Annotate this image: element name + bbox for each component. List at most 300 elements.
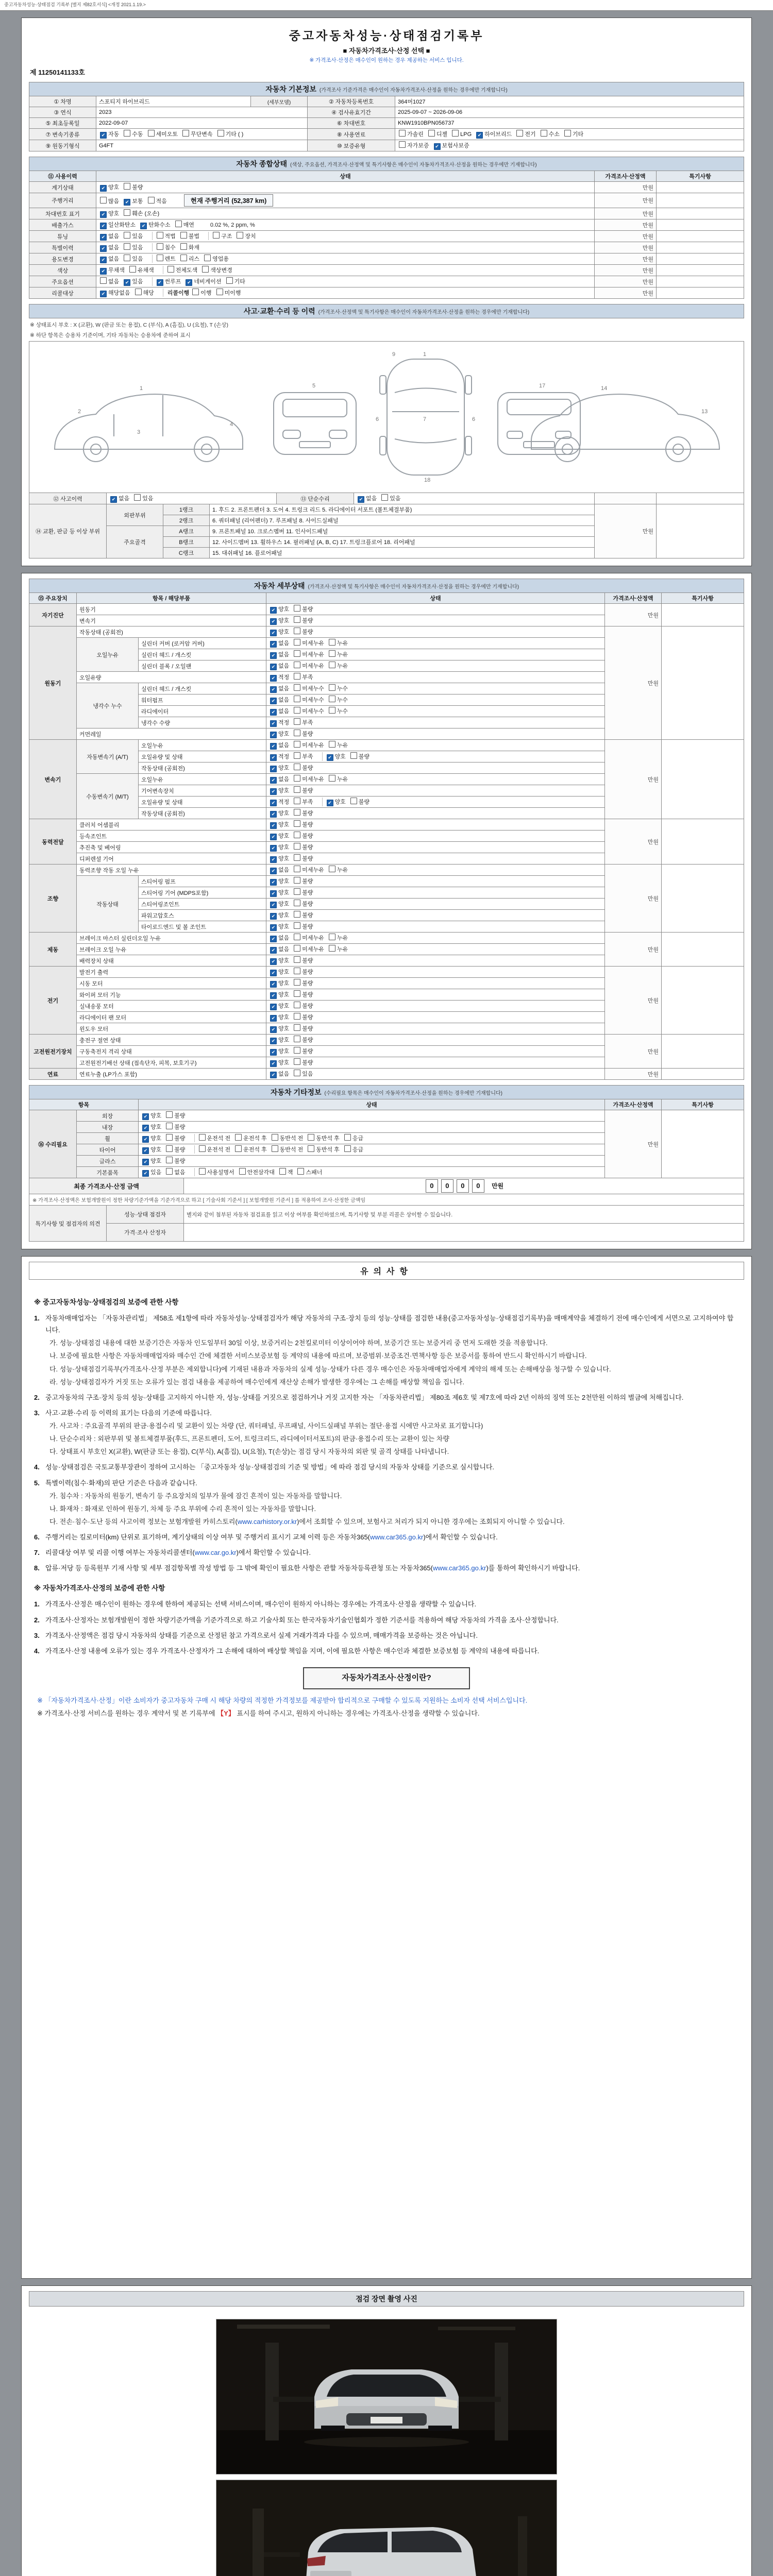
checkbox-동반석 전[interactable]: 동반석 전 <box>272 1145 304 1154</box>
checkbox-미세누유[interactable]: 미세누유 <box>294 866 324 874</box>
checkbox-box-icon <box>202 266 209 273</box>
checkbox-가솔린[interactable]: 가솔린 <box>399 130 424 138</box>
checkbox-box-icon <box>124 232 130 239</box>
checkbox-양호[interactable]: ✔ 양호 <box>270 888 289 897</box>
checkbox-불량[interactable]: 불량 <box>294 1058 313 1066</box>
checkbox-box-icon <box>100 197 107 204</box>
checkbox-부족[interactable]: 부족 <box>294 673 313 681</box>
checkbox-누유[interactable]: 누유 <box>329 934 348 942</box>
detail-row: 와이퍼 모터 기능 ✔ 양호 불량 <box>29 989 744 1001</box>
svg-text:17: 17 <box>539 383 546 389</box>
checkbox-양호[interactable]: ✔ 양호 <box>270 764 289 772</box>
checkbox-양호[interactable]: ✔ 양호 <box>142 1134 161 1143</box>
checkbox-수소[interactable]: 수소 <box>541 130 560 138</box>
checkbox-box-icon <box>167 266 174 273</box>
document-header <box>29 23 744 65</box>
checkbox-양호[interactable]: ✔ 양호 <box>142 1157 161 1165</box>
etc-info-table <box>29 1099 744 1178</box>
checkbox-box-icon <box>344 1145 351 1152</box>
checkbox-없음[interactable]: ✔ 없음 <box>100 232 119 241</box>
detail-row: 오일유량 및 상태 ✔ 적정 부족 ✔ 양호 불량 <box>29 796 744 808</box>
checkbox-불량[interactable]: 불량 <box>294 628 313 636</box>
checkbox-하이브리드[interactable]: ✔ 하이브리드 <box>476 130 512 139</box>
checkbox-부족[interactable]: 부족 <box>294 718 313 726</box>
checkbox-box-icon: ✔ <box>100 257 107 263</box>
checkbox-없음[interactable]: 없음 <box>166 1168 185 1176</box>
checkbox-없음[interactable]: ✔ 없음 <box>100 243 119 252</box>
checkbox-리스[interactable]: 리스 <box>180 255 199 263</box>
checkbox-양호[interactable]: ✔ 양호 <box>270 1002 289 1010</box>
rank-parts: 15. 대쉬패널 16. 플로어패널 <box>210 548 595 558</box>
checkbox-불량[interactable]: 불량 <box>350 752 369 760</box>
checkbox-불량[interactable]: 불량 <box>294 956 313 964</box>
checkbox-box-icon <box>148 130 155 137</box>
checkbox-box-icon <box>297 1168 304 1175</box>
checkbox-동반석 후[interactable]: 동반석 후 <box>308 1134 340 1142</box>
vehicle-diagram <box>29 341 744 493</box>
checkbox-양호[interactable]: ✔ 양호 <box>270 956 289 965</box>
checkbox-양호[interactable]: ✔ 양호 <box>327 752 346 761</box>
checkbox-양호[interactable]: ✔ 양호 <box>270 730 289 738</box>
checkbox-불량[interactable]: 불량 <box>294 922 313 930</box>
checkbox-세미오토[interactable]: 세미오토 <box>148 130 178 138</box>
checkbox-적정[interactable]: ✔ 적정 <box>270 673 289 682</box>
detail-row: 고전원전기배선 상태 (접속단자, 피복, 보호기구) ✔ 양호 불량 <box>29 1057 744 1069</box>
checkbox-LPG[interactable]: LPG <box>452 130 472 138</box>
checkbox-box-icon <box>294 911 300 918</box>
final-price-table <box>29 1178 744 1206</box>
checkbox-자동[interactable]: ✔ 자동 <box>100 130 119 139</box>
checkbox-사용설명서[interactable]: 사용설명서 <box>199 1168 234 1176</box>
checkbox-box-icon <box>294 1036 300 1042</box>
checkbox-장치[interactable]: 장치 <box>237 232 256 240</box>
checkbox-불량[interactable]: 불량 <box>166 1123 185 1131</box>
checkbox-양호[interactable]: ✔ 양호 <box>270 1047 289 1056</box>
checkbox-양호[interactable]: ✔ 양호 <box>270 1024 289 1033</box>
checkbox-기타[interactable]: 기타 <box>226 277 245 285</box>
checkbox-훼손 (오손)[interactable]: 훼손 (오손) <box>124 209 159 217</box>
checkbox-양호[interactable]: ✔ 양호 <box>142 1145 161 1154</box>
checkbox-미세누유[interactable]: 미세누유 <box>294 945 324 953</box>
checkbox-무단변속[interactable]: 무단변속 <box>182 130 213 138</box>
checkbox-box-icon: ✔ <box>142 1125 149 1131</box>
section-etc-title: 자동차 기타정보 (수리필요 항목은 매수인이 자동차가격조사·산정을 원하는 경우에만 기재합니다) <box>29 1085 744 1099</box>
detail-row: 배력장치 상태 ✔ 양호 불량 <box>29 955 744 967</box>
checkbox-없음[interactable]: ✔ 없음 <box>270 650 289 659</box>
checkbox-양호[interactable]: ✔ 양호 <box>270 628 289 636</box>
fuel-options <box>395 129 744 140</box>
checkbox-box-icon <box>235 1145 242 1152</box>
checkbox-불량[interactable]: 불량 <box>294 730 313 738</box>
detail-row: 고전원전기장치 충전구 절연 상태 ✔ 양호 불량 만원 <box>29 1035 744 1046</box>
checkbox-누수[interactable]: 누수 <box>329 696 348 704</box>
checkbox-양호[interactable]: ✔ 양호 <box>270 979 289 988</box>
notice-subitem: 나. 보증에 필요한 사항은 자동차매매업자와 매수인 간에 체결한 서비스보증보험 등 계약의 내용에 따르며, 보증범위·보증조건·면책사항 등은 보증서를 통하여 반드시 확인하시기 바랍니다. <box>49 1352 587 1360</box>
checkbox-있음[interactable]: ✔ 있음 <box>142 1168 161 1177</box>
checkbox-양호[interactable]: ✔ 양호 <box>270 820 289 829</box>
checkbox-수동[interactable]: 수동 <box>124 130 143 138</box>
checkbox-box-icon <box>516 130 523 137</box>
checkbox-box-icon <box>294 832 300 838</box>
checkbox-box-icon <box>216 289 223 295</box>
checkbox-양호[interactable]: ✔ 양호 <box>100 209 119 218</box>
checkbox-box-icon: ✔ <box>270 777 277 784</box>
panel-basic-info <box>21 18 752 566</box>
detail-row: 타이로드엔드 및 볼 조인트 ✔ 양호 불량 <box>29 921 744 933</box>
checkbox-양호[interactable]: ✔ 양호 <box>270 922 289 931</box>
notice-item: 4. 성능·상태점검은 국토교통부장관이 정하여 고시하는 「중고자동차 성능·상태점검의 기준 및 방법」에 따라 점검 당시의 자동차 상태를 기준으로 실시합니다. <box>34 1463 495 1471</box>
checkbox-없음[interactable]: ✔ 없음 <box>110 494 129 503</box>
checkbox-없음[interactable]: ✔ 없음 <box>270 741 289 750</box>
checkbox-불량[interactable]: 불량 <box>166 1157 185 1165</box>
checkbox-box-icon <box>294 673 300 680</box>
checkbox-불량[interactable]: 불량 <box>294 809 313 817</box>
checkbox-불량[interactable]: 불량 <box>294 832 313 840</box>
checkbox-누유[interactable]: 누유 <box>329 650 348 658</box>
checkbox-누수[interactable]: 누수 <box>329 684 348 692</box>
checkbox-불량[interactable]: 불량 <box>166 1134 185 1142</box>
checkbox-불량[interactable]: 불량 <box>294 877 313 885</box>
checkbox-양호[interactable]: ✔ 양호 <box>270 900 289 908</box>
checkbox-누유[interactable]: 누유 <box>329 662 348 670</box>
detail-row: 연료 연료누출 (LP가스 포함) ✔ 없음 있음 만원 <box>29 1069 744 1080</box>
overall-row: 배출가스 ✔ 일산화탄소 ✔ 탄화수소 매연 0.02 %, 2 ppm, % 만원 <box>29 219 744 231</box>
table-row: 특기사항 및 점검자의 의견 성능·상태 점검자 별지와 같이 첨부된 자동차 점검표를 읽고 이상 여부를 확인하였으며, 특기사항 및 부분 리콜은 상이할 수 있습니다. <box>29 1206 744 1224</box>
checkbox-응급[interactable]: 응급 <box>344 1134 363 1142</box>
checkbox-양호[interactable]: ✔ 양호 <box>142 1123 161 1131</box>
checkbox-있음[interactable]: 있음 <box>124 255 143 263</box>
checkbox-부족[interactable]: 부족 <box>294 752 313 760</box>
checkbox-box-icon <box>329 696 335 702</box>
checkbox-box-icon: ✔ <box>270 607 277 614</box>
checkbox-없음[interactable]: ✔ 없음 <box>270 696 289 704</box>
checkbox-누수[interactable]: 누수 <box>329 707 348 715</box>
checkbox-box-icon: ✔ <box>270 630 277 636</box>
document-number: 제 11250141133호 <box>30 69 85 76</box>
checkbox-box-icon: ✔ <box>270 879 277 886</box>
checkbox-불량[interactable]: 불량 <box>294 786 313 794</box>
checkbox-일산화탄소[interactable]: ✔ 일산화탄소 <box>100 221 136 229</box>
checkbox-잭[interactable]: 잭 <box>279 1168 293 1176</box>
checkbox-없음[interactable]: ✔ 없음 <box>270 775 289 784</box>
checkbox-box-icon <box>166 1111 173 1118</box>
checkbox-불량[interactable]: 불량 <box>294 1024 313 1032</box>
table-row: 가격·조사 산정자 <box>29 1224 744 1242</box>
checkbox-box-icon <box>294 775 300 782</box>
checkbox-없음[interactable]: ✔ 없음 <box>100 255 119 263</box>
checkbox-box-icon <box>294 662 300 668</box>
device-group-label: 동력전달 <box>29 819 77 865</box>
checkbox-양호[interactable]: ✔ 양호 <box>270 1058 289 1067</box>
svg-text:13: 13 <box>701 409 708 415</box>
checkbox-전체도색[interactable]: 전체도색 <box>167 266 198 274</box>
checkbox-미세누유[interactable]: 미세누유 <box>294 639 324 647</box>
checkbox-누유[interactable]: 누유 <box>329 866 348 874</box>
checkbox-있음[interactable]: 있음 <box>124 243 143 251</box>
checkbox-box-icon: ✔ <box>270 981 277 988</box>
checkbox-양호[interactable]: ✔ 양호 <box>327 798 346 806</box>
checkbox-box-icon <box>294 684 300 691</box>
checkbox-부족[interactable]: 부족 <box>294 798 313 806</box>
checkbox-box-icon <box>329 684 335 691</box>
checkbox-불량[interactable]: 불량 <box>294 1002 313 1010</box>
diagram-note: ※ 하단 항목은 승용차 기준이며, 기타 자동차는 승용차에 준하여 표시 <box>30 332 191 338</box>
checkbox-box-icon <box>237 232 243 239</box>
checkbox-불량[interactable]: 불량 <box>294 764 313 772</box>
checkbox-없음[interactable]: ✔ 없음 <box>270 639 289 648</box>
checkbox-적법[interactable]: 적법 <box>157 232 176 240</box>
checkbox-보통[interactable]: ✔ 보통 <box>124 197 143 206</box>
checkbox-box-icon: ✔ <box>142 1170 149 1177</box>
detail-row: 파워고압호스 ✔ 양호 불량 <box>29 910 744 921</box>
checkbox-양호[interactable]: ✔ 양호 <box>270 911 289 920</box>
checkbox-누유[interactable]: 누유 <box>329 639 348 647</box>
checkbox-운전석 후[interactable]: 운전석 후 <box>235 1145 267 1154</box>
checkbox-침수[interactable]: 침수 <box>157 243 176 251</box>
checkbox-불량[interactable]: 불량 <box>294 1036 313 1044</box>
checkbox-네비게이션[interactable]: ✔ 네비게이션 <box>186 277 221 286</box>
checkbox-불량[interactable]: 불량 <box>124 183 143 191</box>
overall-row: 주행거리 많음 ✔ 보통 적음 현재 주행거리 (52,387 km) 만원 <box>29 193 744 208</box>
checkbox-썬루프[interactable]: ✔ 썬루프 <box>157 277 181 286</box>
checkbox-box-icon <box>166 1157 173 1163</box>
checkbox-불량[interactable]: 불량 <box>294 990 313 998</box>
model-year: 2023 <box>96 107 308 118</box>
checkbox-양호[interactable]: ✔ 양호 <box>270 605 289 614</box>
notice-title: 유의사항 <box>29 1262 744 1280</box>
device-group-label: 자기진단 <box>29 604 77 626</box>
checkbox-box-icon <box>329 650 335 657</box>
svg-text:6: 6 <box>376 416 379 422</box>
checkbox-적정[interactable]: ✔ 적정 <box>270 752 289 761</box>
overall-row: 튜닝 ✔ 없음 있음 적법 불법 구조 장치 만원 <box>29 231 744 242</box>
checkbox-불량[interactable]: 불량 <box>294 1013 313 1021</box>
checkbox-구조[interactable]: 구조 <box>213 232 232 240</box>
checkbox-없음[interactable]: ✔ 없음 <box>270 684 289 693</box>
checkbox-운전석 전[interactable]: 운전석 전 <box>199 1134 231 1142</box>
checkbox-양호[interactable]: ✔ 양호 <box>270 877 289 886</box>
checkbox-디젤[interactable]: 디젤 <box>428 130 447 138</box>
checkbox-있음[interactable]: 있음 <box>124 232 143 240</box>
checkbox-양호[interactable]: ✔ 양호 <box>142 1111 161 1120</box>
checkbox-box-icon: ✔ <box>270 947 277 954</box>
checkbox-누유[interactable]: 누유 <box>329 741 348 749</box>
checkbox-누유[interactable]: 누유 <box>329 775 348 783</box>
checkbox-box-icon: ✔ <box>124 199 130 206</box>
overall-row: 차대번호 표기 ✔ 양호 훼손 (오손) 만원 <box>29 208 744 219</box>
checkbox-누유[interactable]: 누유 <box>329 945 348 953</box>
checkbox-없음[interactable]: ✔ 없음 <box>270 934 289 942</box>
checkbox-있음[interactable]: ✔ 있음 <box>124 277 143 286</box>
checkbox-렌트[interactable]: 렌트 <box>157 255 176 263</box>
checkbox-box-icon <box>134 494 141 501</box>
checkbox-기타 ( )[interactable]: 기타 ( ) <box>217 130 244 138</box>
checkbox-box-icon: ✔ <box>142 1159 149 1165</box>
checkbox-운전석 후[interactable]: 운전석 후 <box>235 1134 267 1142</box>
notice-item: 3. 사고·교환·수리 등 이력의 표기는 다음의 기준에 따릅니다. <box>34 1409 212 1417</box>
checkbox-없음[interactable]: ✔ 없음 <box>270 945 289 954</box>
checkbox-양호[interactable]: ✔ 양호 <box>270 854 289 863</box>
checkbox-양호[interactable]: ✔ 양호 <box>270 990 289 999</box>
checkbox-box-icon <box>213 232 220 239</box>
inspector-opinion-text: 별지와 같이 첨부된 자동차 점검표를 읽고 이상 여부를 확인하였으며, 특기사항 및 부분 리콜은 상이할 수 있습니다. <box>184 1206 744 1224</box>
checkbox-불량[interactable]: 불량 <box>294 820 313 828</box>
checkbox-기타[interactable]: 기타 <box>564 130 583 138</box>
checkbox-box-icon <box>294 956 300 963</box>
checkbox-box-icon <box>166 1168 173 1175</box>
price-appraisal-box-title: 자동차가격조사·산정이란? <box>303 1667 470 1689</box>
checkbox-box-icon <box>381 494 388 501</box>
checkbox-불량[interactable]: 불량 <box>294 843 313 851</box>
checkbox-box-icon: ✔ <box>270 1004 277 1010</box>
notice-item: 2. 가격조사·산정자는 보험개발원이 정한 차량기준가액을 기준가격으로 하고 기술사회 또는 한국자동차기술인협회가 정한 기준서를 적용하여 해당 자동차의 가격을 조사·산정합니다. <box>34 1616 559 1624</box>
checkbox-양호[interactable]: ✔ 양호 <box>270 809 289 818</box>
detail-row: 디퍼렌셜 기어 ✔ 양호 불량 <box>29 853 744 865</box>
checkbox-양호[interactable]: ✔ 양호 <box>270 616 289 625</box>
checkbox-불량[interactable]: 불량 <box>294 605 313 613</box>
checkbox-양호[interactable]: ✔ 양호 <box>270 786 289 795</box>
checkbox-box-icon <box>157 243 163 250</box>
checkbox-보험사보증[interactable]: ✔ 보험사보증 <box>434 141 469 150</box>
checkbox-box-icon <box>308 1134 314 1141</box>
checkbox-미세누수[interactable]: 미세누수 <box>294 696 324 704</box>
checkbox-매연[interactable]: 매연 <box>175 221 194 229</box>
notice-item: 5. 특별이력(침수·화재)의 판단 기준은 다음과 같습니다. <box>34 1479 197 1487</box>
checkbox-화재[interactable]: 화재 <box>180 243 199 251</box>
checkbox-box-icon <box>294 1024 300 1031</box>
engine-type: G4FT <box>96 140 308 151</box>
checkbox-box-icon <box>294 616 300 623</box>
checkbox-해당없음[interactable]: ✔ 해당없음 <box>100 289 130 297</box>
checkbox-미세누유[interactable]: 미세누유 <box>294 741 324 749</box>
checkbox-운전석 전[interactable]: 운전석 전 <box>199 1145 231 1154</box>
checkbox-자가보증[interactable]: 자가보증 <box>399 141 429 149</box>
checkbox-불량[interactable]: 불량 <box>166 1145 185 1154</box>
checkbox-없음[interactable]: ✔ 없음 <box>270 662 289 670</box>
checkbox-불량[interactable]: 불량 <box>294 979 313 987</box>
checkbox-스패너[interactable]: 스패너 <box>297 1168 322 1176</box>
checkbox-미세누유[interactable]: 미세누유 <box>294 775 324 783</box>
checkbox-적정[interactable]: ✔ 적정 <box>270 718 289 727</box>
final-price-value: 0 0 0 0 만원 <box>184 1178 744 1194</box>
appraiser-opinion-text <box>184 1224 744 1242</box>
panel-photos <box>21 2285 752 2576</box>
checkbox-동반석 후[interactable]: 동반석 후 <box>308 1145 340 1154</box>
checkbox-없음[interactable]: ✔ 없음 <box>358 494 377 503</box>
checkbox-box-icon: ✔ <box>270 924 277 931</box>
checkbox-양호[interactable]: ✔ 양호 <box>270 1013 289 1022</box>
checkbox-불량[interactable]: 불량 <box>294 900 313 908</box>
checkbox-box-icon <box>294 764 300 770</box>
notice-subitem: 나. 단순수리차 : 외판부위 및 볼트체결부품(후드, 프론트펜더, 도어, 트렁크리드, 라디에이터서포트)의 판금·용접수리 또는 교환이 있는 차량 <box>49 1435 449 1443</box>
checkbox-box-icon <box>279 1168 286 1175</box>
checkbox-양호[interactable]: ✔ 양호 <box>270 1036 289 1044</box>
checkbox-이행[interactable]: 이행 <box>192 289 211 297</box>
checkbox-미세누유[interactable]: 미세누유 <box>294 934 324 942</box>
checkbox-있음[interactable]: 있음 <box>381 494 400 502</box>
checkbox-box-icon: ✔ <box>270 856 277 863</box>
simple-repair-options <box>354 493 595 504</box>
panel-detail-state <box>21 573 752 1249</box>
accident-history-options <box>107 493 277 504</box>
checkbox-불량[interactable]: 불량 <box>294 616 313 624</box>
checkbox-불량[interactable]: 불량 <box>166 1111 185 1120</box>
checkbox-box-icon <box>294 820 300 827</box>
checkbox-적음[interactable]: 적음 <box>148 197 167 205</box>
checkbox-box-icon <box>294 1058 300 1065</box>
section-overall-title: 자동차 종합상태 (색상, 주요옵션, 가격조사·산정액 및 특기사항은 매수인이 자동차가격조사·산정을 원하는 경우에만 기재합니다) <box>29 157 744 171</box>
checkbox-미세누수[interactable]: 미세누수 <box>294 684 324 692</box>
checkbox-box-icon: ✔ <box>100 185 107 192</box>
checkbox-없음[interactable]: ✔ 없음 <box>270 866 289 874</box>
checkbox-탄화수소[interactable]: ✔ 탄화수소 <box>140 221 171 229</box>
checkbox-box-icon: ✔ <box>186 279 192 286</box>
checkbox-해당[interactable]: 해당 <box>135 289 154 297</box>
checkbox-양호[interactable]: ✔ 양호 <box>270 968 289 976</box>
checkbox-미이행[interactable]: 미이행 <box>216 289 241 297</box>
checkbox-양호[interactable]: ✔ 양호 <box>270 832 289 840</box>
checkbox-색상변경[interactable]: 색상변경 <box>202 266 232 274</box>
checkbox-box-icon <box>350 798 357 804</box>
checkbox-없음[interactable]: ✔ 없음 <box>270 707 289 716</box>
checkbox-불법[interactable]: 불법 <box>180 232 199 240</box>
checkbox-없음[interactable]: ✔ 없음 <box>270 1070 289 1078</box>
detail-row: 구동축전지 격리 상태 ✔ 양호 불량 <box>29 1046 744 1057</box>
checkbox-안전삼각대[interactable]: 안전삼각대 <box>239 1168 275 1176</box>
checkbox-불량[interactable]: 불량 <box>294 854 313 862</box>
checkbox-있음[interactable]: 있음 <box>134 494 153 502</box>
checkbox-box-icon <box>294 843 300 850</box>
odometer-reading: 현재 주행거리 (52,387 km) <box>184 194 274 207</box>
checkbox-불량[interactable]: 불량 <box>294 911 313 919</box>
checkbox-box-icon: ✔ <box>142 1136 149 1143</box>
checkbox-불량[interactable]: 불량 <box>350 798 369 806</box>
checkbox-동반석 전[interactable]: 동반석 전 <box>272 1134 304 1142</box>
checkbox-box-icon: ✔ <box>270 788 277 795</box>
checkbox-미세누수[interactable]: 미세누수 <box>294 707 324 715</box>
checkbox-box-icon <box>148 197 155 204</box>
checkbox-전기[interactable]: 전기 <box>516 130 535 138</box>
checkbox-box-icon <box>166 1145 173 1152</box>
checkbox-있음[interactable]: 있음 <box>294 1070 313 1078</box>
checkbox-box-icon <box>294 990 300 997</box>
checkbox-없음[interactable]: 없음 <box>100 277 119 285</box>
checkbox-불량[interactable]: 불량 <box>294 968 313 976</box>
checkbox-무채색[interactable]: ✔ 무채색 <box>100 266 125 275</box>
detail-row: 실내송풍 모터 ✔ 양호 불량 <box>29 1001 744 1012</box>
checkbox-많음[interactable]: 많음 <box>100 197 119 205</box>
checkbox-불량[interactable]: 불량 <box>294 888 313 896</box>
checkbox-양호[interactable]: ✔ 양호 <box>100 183 119 192</box>
checkbox-box-icon <box>294 730 300 736</box>
checkbox-양호[interactable]: ✔ 양호 <box>270 843 289 852</box>
form-code-strip: 중고자동차성능·상태점검 기록부 [별지 제82호서식] <개정 2021.1.19.> <box>0 0 773 11</box>
detail-state-table <box>29 592 744 1080</box>
exchange-rank-table <box>29 504 744 558</box>
checkbox-불량[interactable]: 불량 <box>294 1047 313 1055</box>
checkbox-box-icon: ✔ <box>140 223 147 229</box>
checkbox-미세누유[interactable]: 미세누유 <box>294 662 324 670</box>
checkbox-미세누유[interactable]: 미세누유 <box>294 650 324 658</box>
checkbox-응급[interactable]: 응급 <box>344 1145 363 1154</box>
checkbox-적정[interactable]: ✔ 적정 <box>270 798 289 806</box>
checkbox-box-icon <box>124 255 130 261</box>
checkbox-유채색[interactable]: 유채색 <box>129 266 154 274</box>
checkbox-영업용[interactable]: 영업용 <box>204 255 229 263</box>
notice-item: 4. 가격조사·산정 내용에 오류가 있는 경우 가격조사·산정자가 그 손해에 대하여 배상할 책임을 지며, 이에 필요한 사항은 매수인과 체결한 보증보험 등 계약의 내용에 따릅니다. <box>34 1647 540 1655</box>
checkbox-box-icon <box>166 1134 173 1141</box>
checkbox-box-icon <box>294 798 300 804</box>
